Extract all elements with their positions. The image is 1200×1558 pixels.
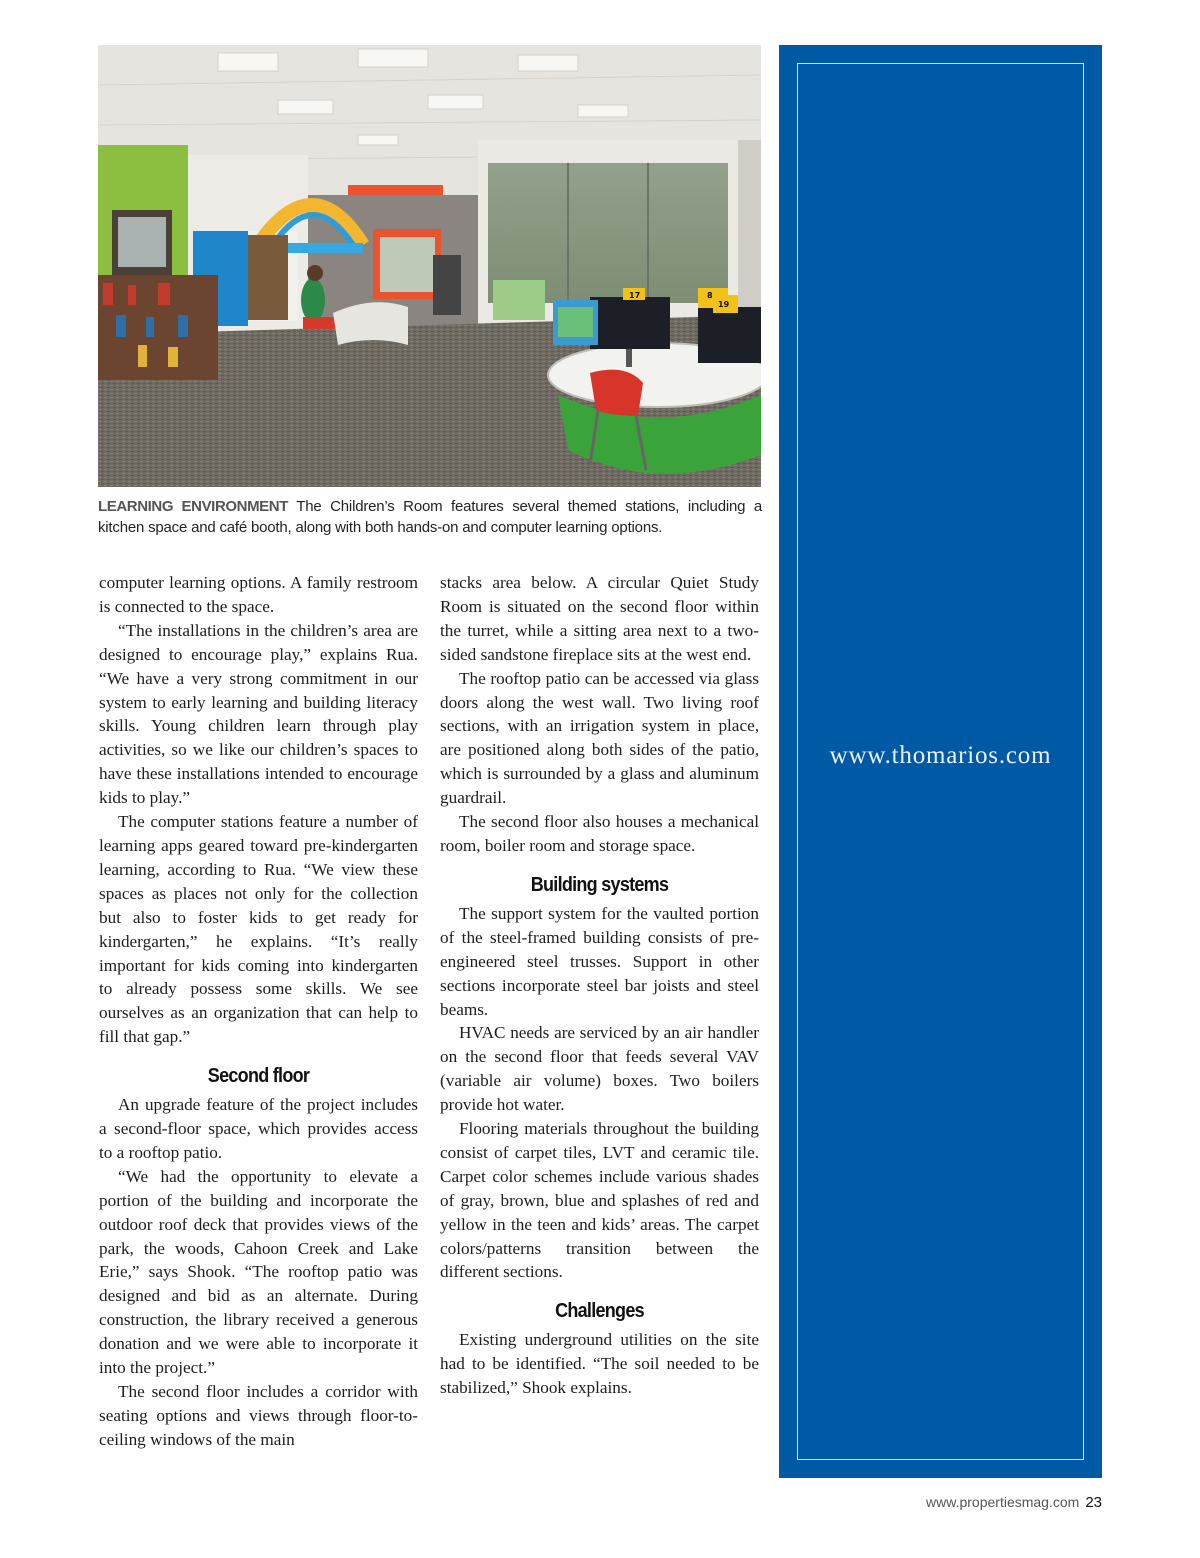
heading-challenges: Challenges bbox=[555, 1300, 644, 1323]
column1-paragraph-2: “The installations in the children’s area are designed to encourage play,” explains Rua. “We have a very strong commitment in our system to early learning and building literacy skills. Young children learn through play activities, so we like our children’s spaces to have these installations intended to encourage kids to play.” bbox=[99, 620, 418, 808]
station-sign-8: 8 bbox=[707, 291, 713, 300]
article-column-2 bbox=[440, 571, 759, 1400]
caption-lead: LEARNING ENVIRONMENT bbox=[98, 498, 288, 515]
column2-paragraph-2: The rooftop patio can be accessed via glass doors along the west wall. Two living roof sections, with an irrigation system in place, are positioned along both sides of the patio, which is surrounded by a glass and aluminum guardrail. bbox=[440, 668, 759, 808]
footer-site-url[interactable]: www.propertiesmag.com bbox=[926, 1494, 1080, 1510]
column1-paragraph-4: An upgrade feature of the project includes a second-floor space, which provides access to a rooftop patio. bbox=[99, 1095, 418, 1162]
column1-paragraph-6: The second floor includes a corridor with seating options and views through floor-to-ceiling windows of the main bbox=[99, 1382, 418, 1449]
column2-paragraph-4: The support system for the vaulted portion of the steel-framed building consists of pre-engineered steel trusses. Support in other sections incorporate steel bar joists and steel beams. bbox=[440, 903, 759, 1019]
column1-paragraph-1: computer learning options. A family restroom is connected to the space. bbox=[99, 573, 418, 616]
station-sign-19: 19 bbox=[718, 300, 730, 309]
page-number: 23 bbox=[1085, 1494, 1102, 1511]
photo-caption bbox=[98, 496, 762, 538]
column1-paragraph-3: The computer stations feature a number of learning apps geared toward pre-kindergarten learning, according to Rua. “We view these spaces as places not only for the collection but also to foster kids to get ready for kindergarten,” he explains. “It’s really important for kids coming into kindergarten to already possess some skills. We see ourselves as an organization that can help to fill that gap.” bbox=[99, 812, 418, 1047]
heading-building-systems: Building systems bbox=[530, 873, 669, 896]
column2-paragraph-6: Flooring materials throughout the building consist of carpet tiles, LVT and ceramic tile. Carpet color schemes include various shades of gray, brown, blue and splashes of red and yellow in the teen and kids’ areas. The carpet colors/patterns transition between the different sections. bbox=[440, 1119, 759, 1282]
heading-second-floor: Second floor bbox=[207, 1065, 310, 1088]
column1-paragraph-5: “We had the opportunity to elevate a portion of the building and incorporate the outdoor roof deck that provides views of the park, the woods, Cahoon Creek and Lake Erie,” says Shook. “The rooftop patio was designed and bid as an alternate. During construction, the library received a generous donation and we were able to incorporate it into the project.” bbox=[99, 1166, 418, 1378]
page-footer bbox=[926, 1494, 1102, 1511]
station-sign-17: 17 bbox=[629, 291, 641, 300]
column2-paragraph-5: HVAC needs are serviced by an air handler on the second floor that feeds several VAV (variable air volume) boxes. Two boilers provide hot water. bbox=[440, 1023, 759, 1115]
advertisement-panel bbox=[779, 45, 1102, 1478]
children-room-photo bbox=[98, 45, 761, 487]
column2-paragraph-1: stacks area below. A circular Quiet Study Room is situated on the second floor within the turret, while a sitting area next to a two-sided sandstone fireplace sits at the west end. bbox=[440, 573, 759, 664]
photo-illustration bbox=[98, 45, 761, 487]
caption-text: The Children’s Room features several themed stations, including a kitchen space and café booth, along with both hands-on and computer learning options. bbox=[98, 498, 762, 536]
column2-paragraph-3: The second floor also houses a mechanical room, boiler room and storage space. bbox=[440, 812, 759, 855]
article-column-1 bbox=[99, 571, 418, 1452]
advertiser-url[interactable]: www.thomarios.com bbox=[829, 742, 1052, 769]
column2-paragraph-7: Existing underground utilities on the site had to be identified. “The soil needed to be stabilized,” Shook explains. bbox=[440, 1330, 759, 1398]
